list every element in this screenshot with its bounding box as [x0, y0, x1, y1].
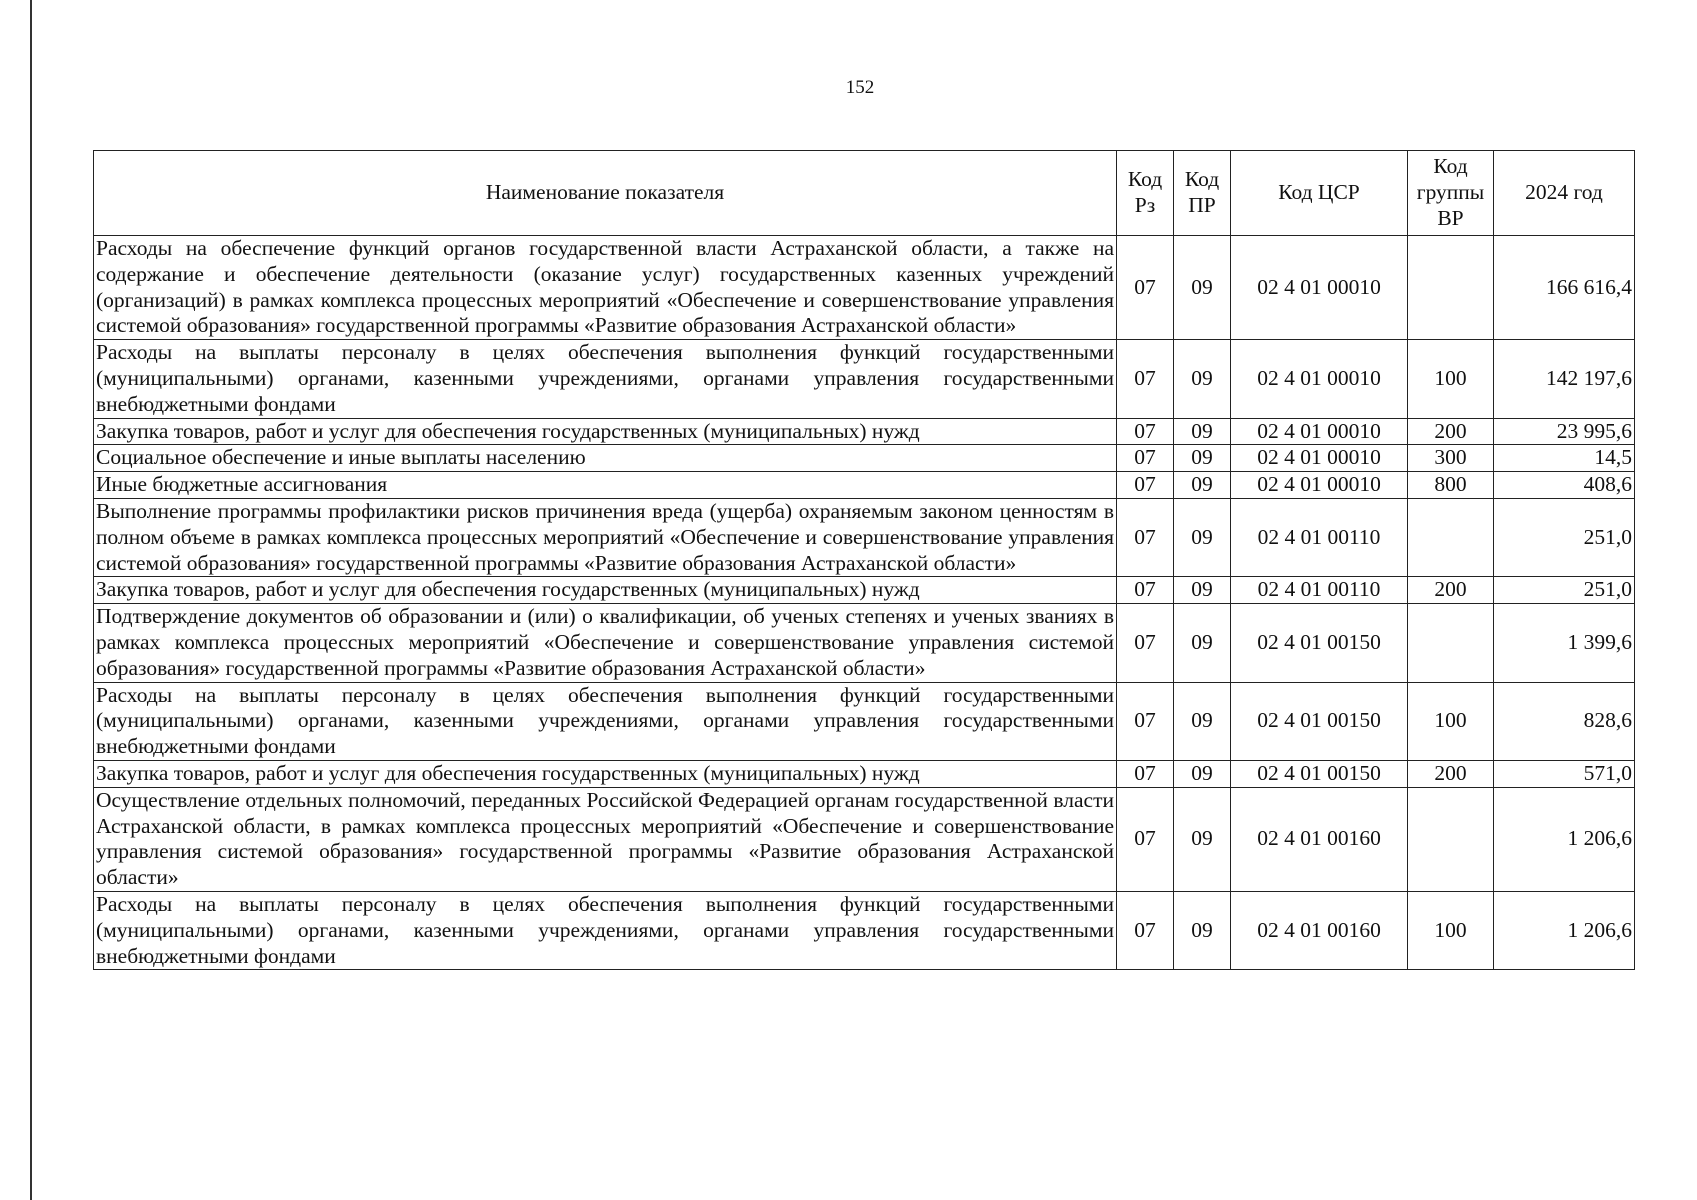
table-row: [94, 418, 1635, 445]
cell-vr: [1408, 236, 1494, 340]
cell-rz: 07: [1117, 498, 1174, 576]
cell-rz: 07: [1117, 445, 1174, 472]
table-row: [94, 604, 1635, 682]
table-row: [94, 577, 1635, 604]
cell-csr: 02 4 01 00010: [1231, 236, 1408, 340]
scan-edge-line: [30, 0, 32, 1200]
cell-rz: 07: [1117, 891, 1174, 969]
cell-vr: 200: [1408, 577, 1494, 604]
cell-name: Расходы на выплаты персоналу в целях обеспечения выполнения функций государственными (муниципальными) органами, казенными учреждениями, органами управления государственными внебюджетными фондами: [94, 682, 1117, 760]
table-row: [94, 891, 1635, 969]
cell-amount: 14,5: [1494, 445, 1635, 472]
cell-vr: 800: [1408, 472, 1494, 499]
cell-vr: 200: [1408, 418, 1494, 445]
cell-amount: 1 206,6: [1494, 787, 1635, 891]
table-row: [94, 340, 1635, 418]
cell-amount: 23 995,6: [1494, 418, 1635, 445]
table-body: [94, 236, 1635, 970]
header-pr: Код ПР: [1174, 151, 1231, 236]
cell-pr: 09: [1174, 604, 1231, 682]
cell-amount: 828,6: [1494, 682, 1635, 760]
cell-csr: 02 4 01 00010: [1231, 418, 1408, 445]
cell-pr: 09: [1174, 577, 1231, 604]
cell-name: Закупка товаров, работ и услуг для обеспечения государственных (муниципальных) нужд: [94, 418, 1117, 445]
cell-amount: 408,6: [1494, 472, 1635, 499]
cell-rz: 07: [1117, 760, 1174, 787]
table-row: [94, 787, 1635, 891]
cell-name: Расходы на обеспечение функций органов государственной власти Астраханской области, а также на содержание и обеспечение деятельности (оказание услуг) государственных казенных учреждений (организаций) в рамках комплекса процессных мероприятий «Обеспечение и совершенствование управления системой образования» государственной программы «Развитие образования Астраханской области»: [94, 236, 1117, 340]
cell-amount: 251,0: [1494, 498, 1635, 576]
cell-csr: 02 4 01 00160: [1231, 891, 1408, 969]
table-row: [94, 236, 1635, 340]
cell-name: Выполнение программы профилактики рисков причинения вреда (ущерба) охраняемым законом ценностям в полном объеме в рамках комплекса процессных мероприятий «Обеспечение и совершенствование управления системой образования» государственной программы «Развитие образования Астраханской области»: [94, 498, 1117, 576]
cell-amount: 166 616,4: [1494, 236, 1635, 340]
cell-pr: 09: [1174, 418, 1231, 445]
cell-vr: 300: [1408, 445, 1494, 472]
header-year: 2024 год: [1494, 151, 1635, 236]
table-row: [94, 472, 1635, 499]
cell-csr: 02 4 01 00010: [1231, 472, 1408, 499]
cell-amount: 142 197,6: [1494, 340, 1635, 418]
cell-rz: 07: [1117, 787, 1174, 891]
cell-pr: 09: [1174, 340, 1231, 418]
cell-pr: 09: [1174, 472, 1231, 499]
cell-name: Подтверждение документов об образовании и (или) о квалификации, об ученых степенях и ученых званиях в рамках комплекса процессных мероприятий «Обеспечение и совершенствование управления системой образования» государственной программы «Развитие образования Астраханской области»: [94, 604, 1117, 682]
cell-rz: 07: [1117, 604, 1174, 682]
cell-vr: [1408, 604, 1494, 682]
cell-rz: 07: [1117, 472, 1174, 499]
cell-vr: 100: [1408, 682, 1494, 760]
cell-csr: 02 4 01 00150: [1231, 682, 1408, 760]
cell-pr: 09: [1174, 891, 1231, 969]
table-row: [94, 760, 1635, 787]
cell-rz: 07: [1117, 682, 1174, 760]
cell-vr: 100: [1408, 340, 1494, 418]
cell-name: Расходы на выплаты персоналу в целях обеспечения выполнения функций государственными (муниципальными) органами, казенными учреждениями, органами управления государственными внебюджетными фондами: [94, 340, 1117, 418]
cell-vr: [1408, 498, 1494, 576]
header-name: Наименование показателя: [94, 151, 1117, 236]
cell-rz: 07: [1117, 577, 1174, 604]
cell-csr: 02 4 01 00150: [1231, 604, 1408, 682]
cell-amount: 251,0: [1494, 577, 1635, 604]
budget-table: [93, 150, 1635, 970]
cell-name: Расходы на выплаты персоналу в целях обеспечения выполнения функций государственными (муниципальными) органами, казенными учреждениями, органами управления государственными внебюджетными фондами: [94, 891, 1117, 969]
cell-pr: 09: [1174, 760, 1231, 787]
cell-rz: 07: [1117, 340, 1174, 418]
cell-csr: 02 4 01 00110: [1231, 577, 1408, 604]
cell-pr: 09: [1174, 682, 1231, 760]
table-row: [94, 445, 1635, 472]
cell-name: Закупка товаров, работ и услуг для обеспечения государственных (муниципальных) нужд: [94, 577, 1117, 604]
cell-amount: 1 399,6: [1494, 604, 1635, 682]
table-header: [94, 151, 1635, 236]
cell-csr: 02 4 01 00010: [1231, 340, 1408, 418]
page-number: 152: [845, 77, 875, 98]
cell-pr: 09: [1174, 236, 1231, 340]
cell-rz: 07: [1117, 418, 1174, 445]
cell-csr: 02 4 01 00110: [1231, 498, 1408, 576]
cell-pr: 09: [1174, 445, 1231, 472]
cell-amount: 1 206,6: [1494, 891, 1635, 969]
table-row: [94, 682, 1635, 760]
cell-csr: 02 4 01 00150: [1231, 760, 1408, 787]
cell-csr: 02 4 01 00010: [1231, 445, 1408, 472]
header-rz: Код Рз: [1117, 151, 1174, 236]
cell-name: Осуществление отдельных полномочий, переданных Российской Федерацией органам государственной власти Астраханской области, в рамках комплекса процессных мероприятий «Обеспечение и совершенствование управления системой образования» государственной программы «Развитие образования Астраханской области»: [94, 787, 1117, 891]
cell-name: Закупка товаров, работ и услуг для обеспечения государственных (муниципальных) нужд: [94, 760, 1117, 787]
cell-amount: 571,0: [1494, 760, 1635, 787]
cell-vr: 100: [1408, 891, 1494, 969]
header-vr: Код группы ВР: [1408, 151, 1494, 236]
header-csr: Код ЦСР: [1231, 151, 1408, 236]
header-row: [94, 151, 1635, 236]
cell-rz: 07: [1117, 236, 1174, 340]
table-row: [94, 498, 1635, 576]
cell-vr: [1408, 787, 1494, 891]
cell-vr: 200: [1408, 760, 1494, 787]
cell-pr: 09: [1174, 787, 1231, 891]
cell-pr: 09: [1174, 498, 1231, 576]
cell-name: Социальное обеспечение и иные выплаты населению: [94, 445, 1117, 472]
cell-name: Иные бюджетные ассигнования: [94, 472, 1117, 499]
cell-csr: 02 4 01 00160: [1231, 787, 1408, 891]
